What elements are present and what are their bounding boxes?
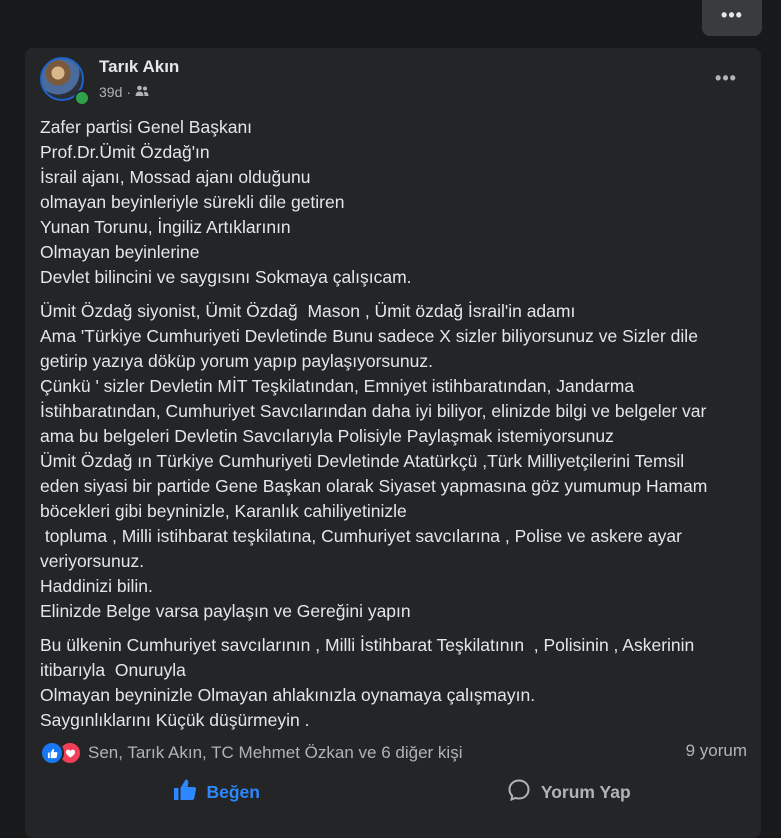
post-text-line: Ümit Özdağ ın Türkiye Cumhuriyeti Devletinde Atatürkçü ,Türk Milliyetçilerini Temsil xyxy=(40,451,685,471)
comment-label: Yorum Yap xyxy=(540,781,631,802)
post-text-line: İsrail ajanı, Mossad ajanı olduğunu xyxy=(40,167,311,187)
comment-count[interactable]: 9 yorum xyxy=(685,741,747,760)
comment-button[interactable] xyxy=(393,770,746,814)
post-text-line: olmayan beyinleriyle sürekli dile getiren xyxy=(40,192,345,212)
post-text-line: topluma , Milli istihbarat teşkilatına, Cumhuriyet savcılarına , Polise ve askere ayar xyxy=(40,526,682,546)
post-text-line: Prof.Dr.Ümit Özdağ'ın xyxy=(40,142,210,162)
post-timestamp[interactable]: 39d xyxy=(99,84,123,100)
post-text-line: Haddinizi bilin. xyxy=(40,576,153,596)
post-text xyxy=(40,115,745,742)
post-text-line: Yunan Torunu, İngiliz Artıklarının xyxy=(40,217,291,237)
post-meta xyxy=(99,84,149,100)
post-text-line: ama bu belgeleri Devletin Savcılarıyla Polisiyle Paylaşmak istemiyorsunuz xyxy=(40,426,614,446)
post-paragraph xyxy=(40,633,745,733)
post-text-line: Devlet bilincini ve saygısını Sokmaya çalışıcam. xyxy=(40,267,412,287)
post-card xyxy=(25,48,761,838)
post-paragraph xyxy=(40,115,745,290)
reactor-names[interactable]: Sen, Tarık Akın, TC Mehmet Özkan ve 6 diğer kişi xyxy=(88,743,463,762)
post-text-line: Ama 'Türkiye Cumhuriyeti Devletinde Bunu sadece X sizler biliyorsunuz ve Sizler dile xyxy=(40,326,698,346)
action-bar xyxy=(40,770,745,814)
post-paragraph xyxy=(40,299,745,624)
online-status-icon xyxy=(74,90,90,106)
thumbs-up-icon xyxy=(173,778,197,807)
top-bar xyxy=(0,0,781,48)
more-horizontal-icon: ••• xyxy=(721,4,743,25)
post-text-line: itibarıyla Onuruyla xyxy=(40,660,186,680)
post-text-line: Olmayan beyninizle Olmayan ahlakınızla oynamaya çalışmayın. xyxy=(40,685,536,705)
post-text-line: veriyorsunuz. xyxy=(40,551,145,571)
like-button[interactable] xyxy=(40,770,393,814)
reaction-summary[interactable] xyxy=(40,741,462,765)
post-text-line: Zafer partisi Genel Başkanı xyxy=(40,117,253,137)
like-reaction-icon xyxy=(40,741,64,765)
post-text-line: Bu ülkenin Cumhuriyet savcılarının , Milli İstihbarat Teşkilatının , Polisinin , Askerinin xyxy=(40,635,695,655)
friends-icon xyxy=(135,84,149,100)
meta-separator: · xyxy=(126,84,132,100)
post-text-line: İstihbaratından, Cumhuriyet Savcılarından daha iyi biliyor, elinizde bilgi ve belgeler var xyxy=(40,401,707,421)
post-author[interactable]: Tarık Akın xyxy=(99,57,180,76)
post-text-line: Saygınlıklarını Küçük düşürmeyin . xyxy=(40,710,310,730)
post-options-button[interactable] xyxy=(708,66,744,90)
post-text-line: eden siyasi bir partide Gene Başkan olarak Siyaset yapmasına göz yumumup Hamam xyxy=(40,476,708,496)
post-text-line: getirip yazıya döküp yorum yapıp paylaşıyorsunuz. xyxy=(40,351,433,371)
more-options-button[interactable] xyxy=(702,0,762,36)
post-text-line: Elinizde Belge varsa paylaşın ve Gereğini yapın xyxy=(40,601,411,621)
more-horizontal-icon: ••• xyxy=(715,67,737,88)
post-text-line: Ümit Özdağ siyonist, Ümit Özdağ Mason , Ümit özdağ İsrail'in adamı xyxy=(40,301,576,321)
like-label: Beğen xyxy=(206,781,260,802)
comment-icon xyxy=(507,778,531,807)
post-text-line: böcekleri gibi beyninizle, Karanlık cahiliyetinizle xyxy=(40,501,407,521)
post-text-line: Çünkü ' sizler Devletin MİT Teşkilatından, Emniyet istihbaratından, Jandarma xyxy=(40,376,635,396)
post-text-line: Olmayan beyinlerine xyxy=(40,242,200,262)
